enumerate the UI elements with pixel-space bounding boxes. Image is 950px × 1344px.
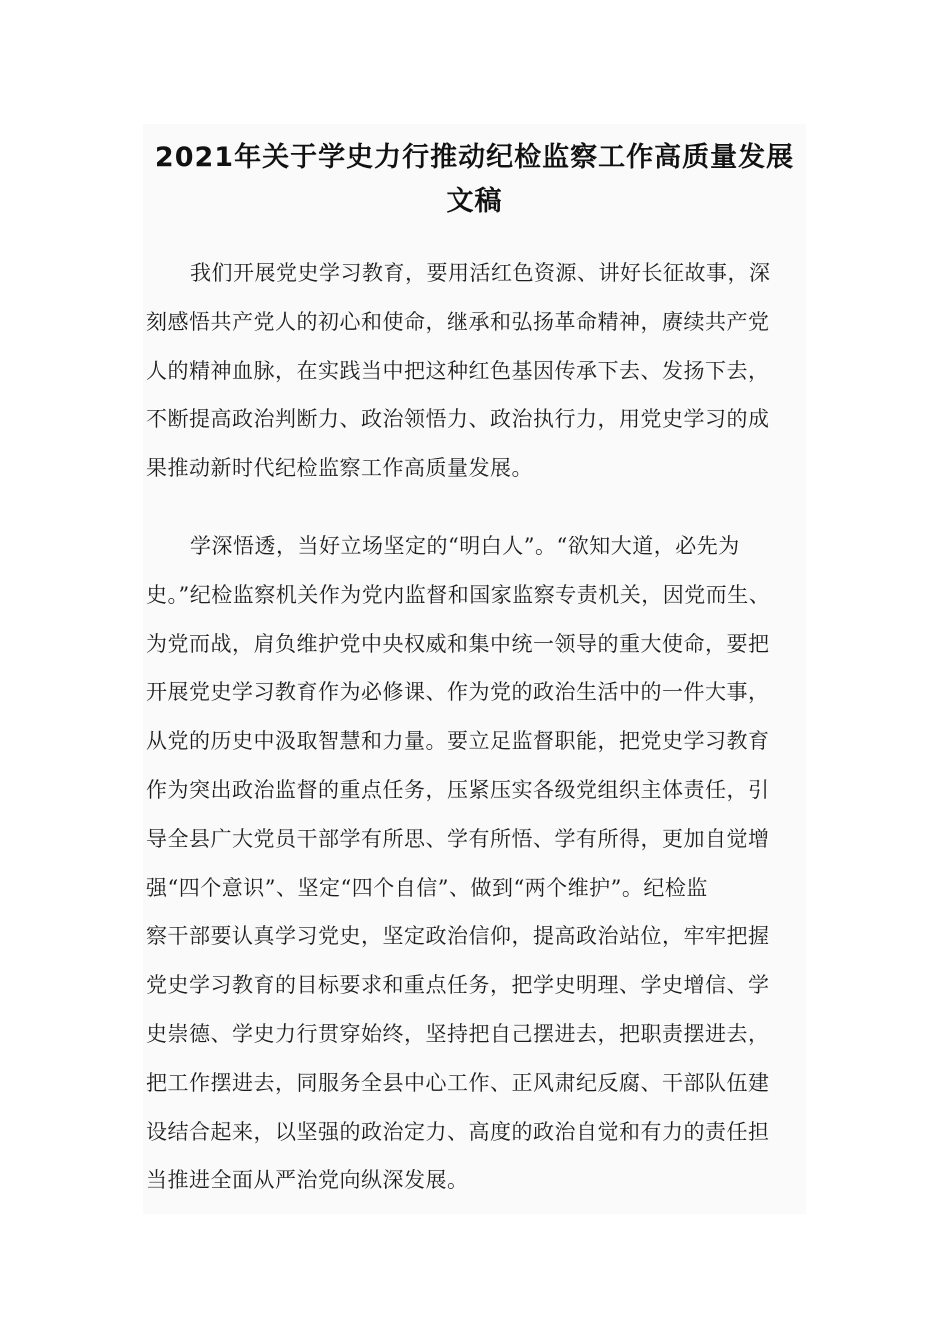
text-line: 开展党史学习教育作为必修课、作为党的政治生活中的一件大事， (146, 680, 770, 705)
document-page (143, 124, 806, 1214)
paragraph-intro (146, 249, 798, 493)
text-line: 从党的历史中汲取智慧和力量。要立足监督职能，把党史学习教育 (146, 729, 770, 754)
text-line: 设结合起来，以坚强的政治定力、高度的政治自觉和有力的责任担 (146, 1119, 770, 1144)
text-line: 当推进全面从严治党向纵深发展。 (146, 1168, 469, 1193)
paragraph-study (146, 522, 798, 1205)
text-line: 作为突出政治监督的重点任务，压紧压实各级党组织主体责任，引 (146, 777, 770, 802)
text-line: 强“四个意识”、坚定“四个自信”、做到“两个维护”。纪检监 (146, 875, 708, 900)
title-line: 2021年关于学史力行推动纪检监察工作高质量发展 (154, 142, 795, 173)
text-line: 不断提高政治判断力、政治领悟力、政治执行力，用党史学习的成 (146, 407, 770, 432)
text-line: 我们开展党史学习教育，要用活红色资源、讲好长征故事，深 (190, 261, 771, 285)
document-title (143, 136, 806, 224)
text-line: 察干部要认真学习党史，坚定政治信仰，提高政治站位，牢牢把握 (146, 924, 770, 949)
text-line: 导全县广大党员干部学有所思、学有所悟、学有所得，更加自觉增 (146, 826, 770, 851)
text-line: 为党而战，肩负维护党中央权威和集中统一领导的重大使命，要把 (146, 631, 770, 656)
title-line: 文稿 (446, 186, 503, 217)
text-line: 果推动新时代纪检监察工作高质量发展。 (146, 456, 533, 481)
text-line: 党史学习教育的目标要求和重点任务，把学史明理、学史增信、学 (146, 973, 770, 998)
text-line: 史崇德、学史力行贯穿始终，坚持把自己摆进去，把职责摆进去， (146, 1021, 770, 1046)
text-line: 学深悟透，当好立场坚定的“明白人”。“欲知大道，必先为 (190, 534, 740, 558)
text-line: 刻感悟共产党人的初心和使命，继承和弘扬革命精神，赓续共产党 (146, 309, 770, 334)
text-line: 史。”纪检监察机关作为党内监督和国家监察专责机关，因党而生、 (146, 582, 771, 607)
text-line: 人的精神血脉，在实践当中把这种红色基因传承下去、发扬下去， (146, 358, 770, 383)
text-line: 把工作摆进去，同服务全县中心工作、正风肃纪反腐、干部队伍建 (146, 1070, 770, 1095)
